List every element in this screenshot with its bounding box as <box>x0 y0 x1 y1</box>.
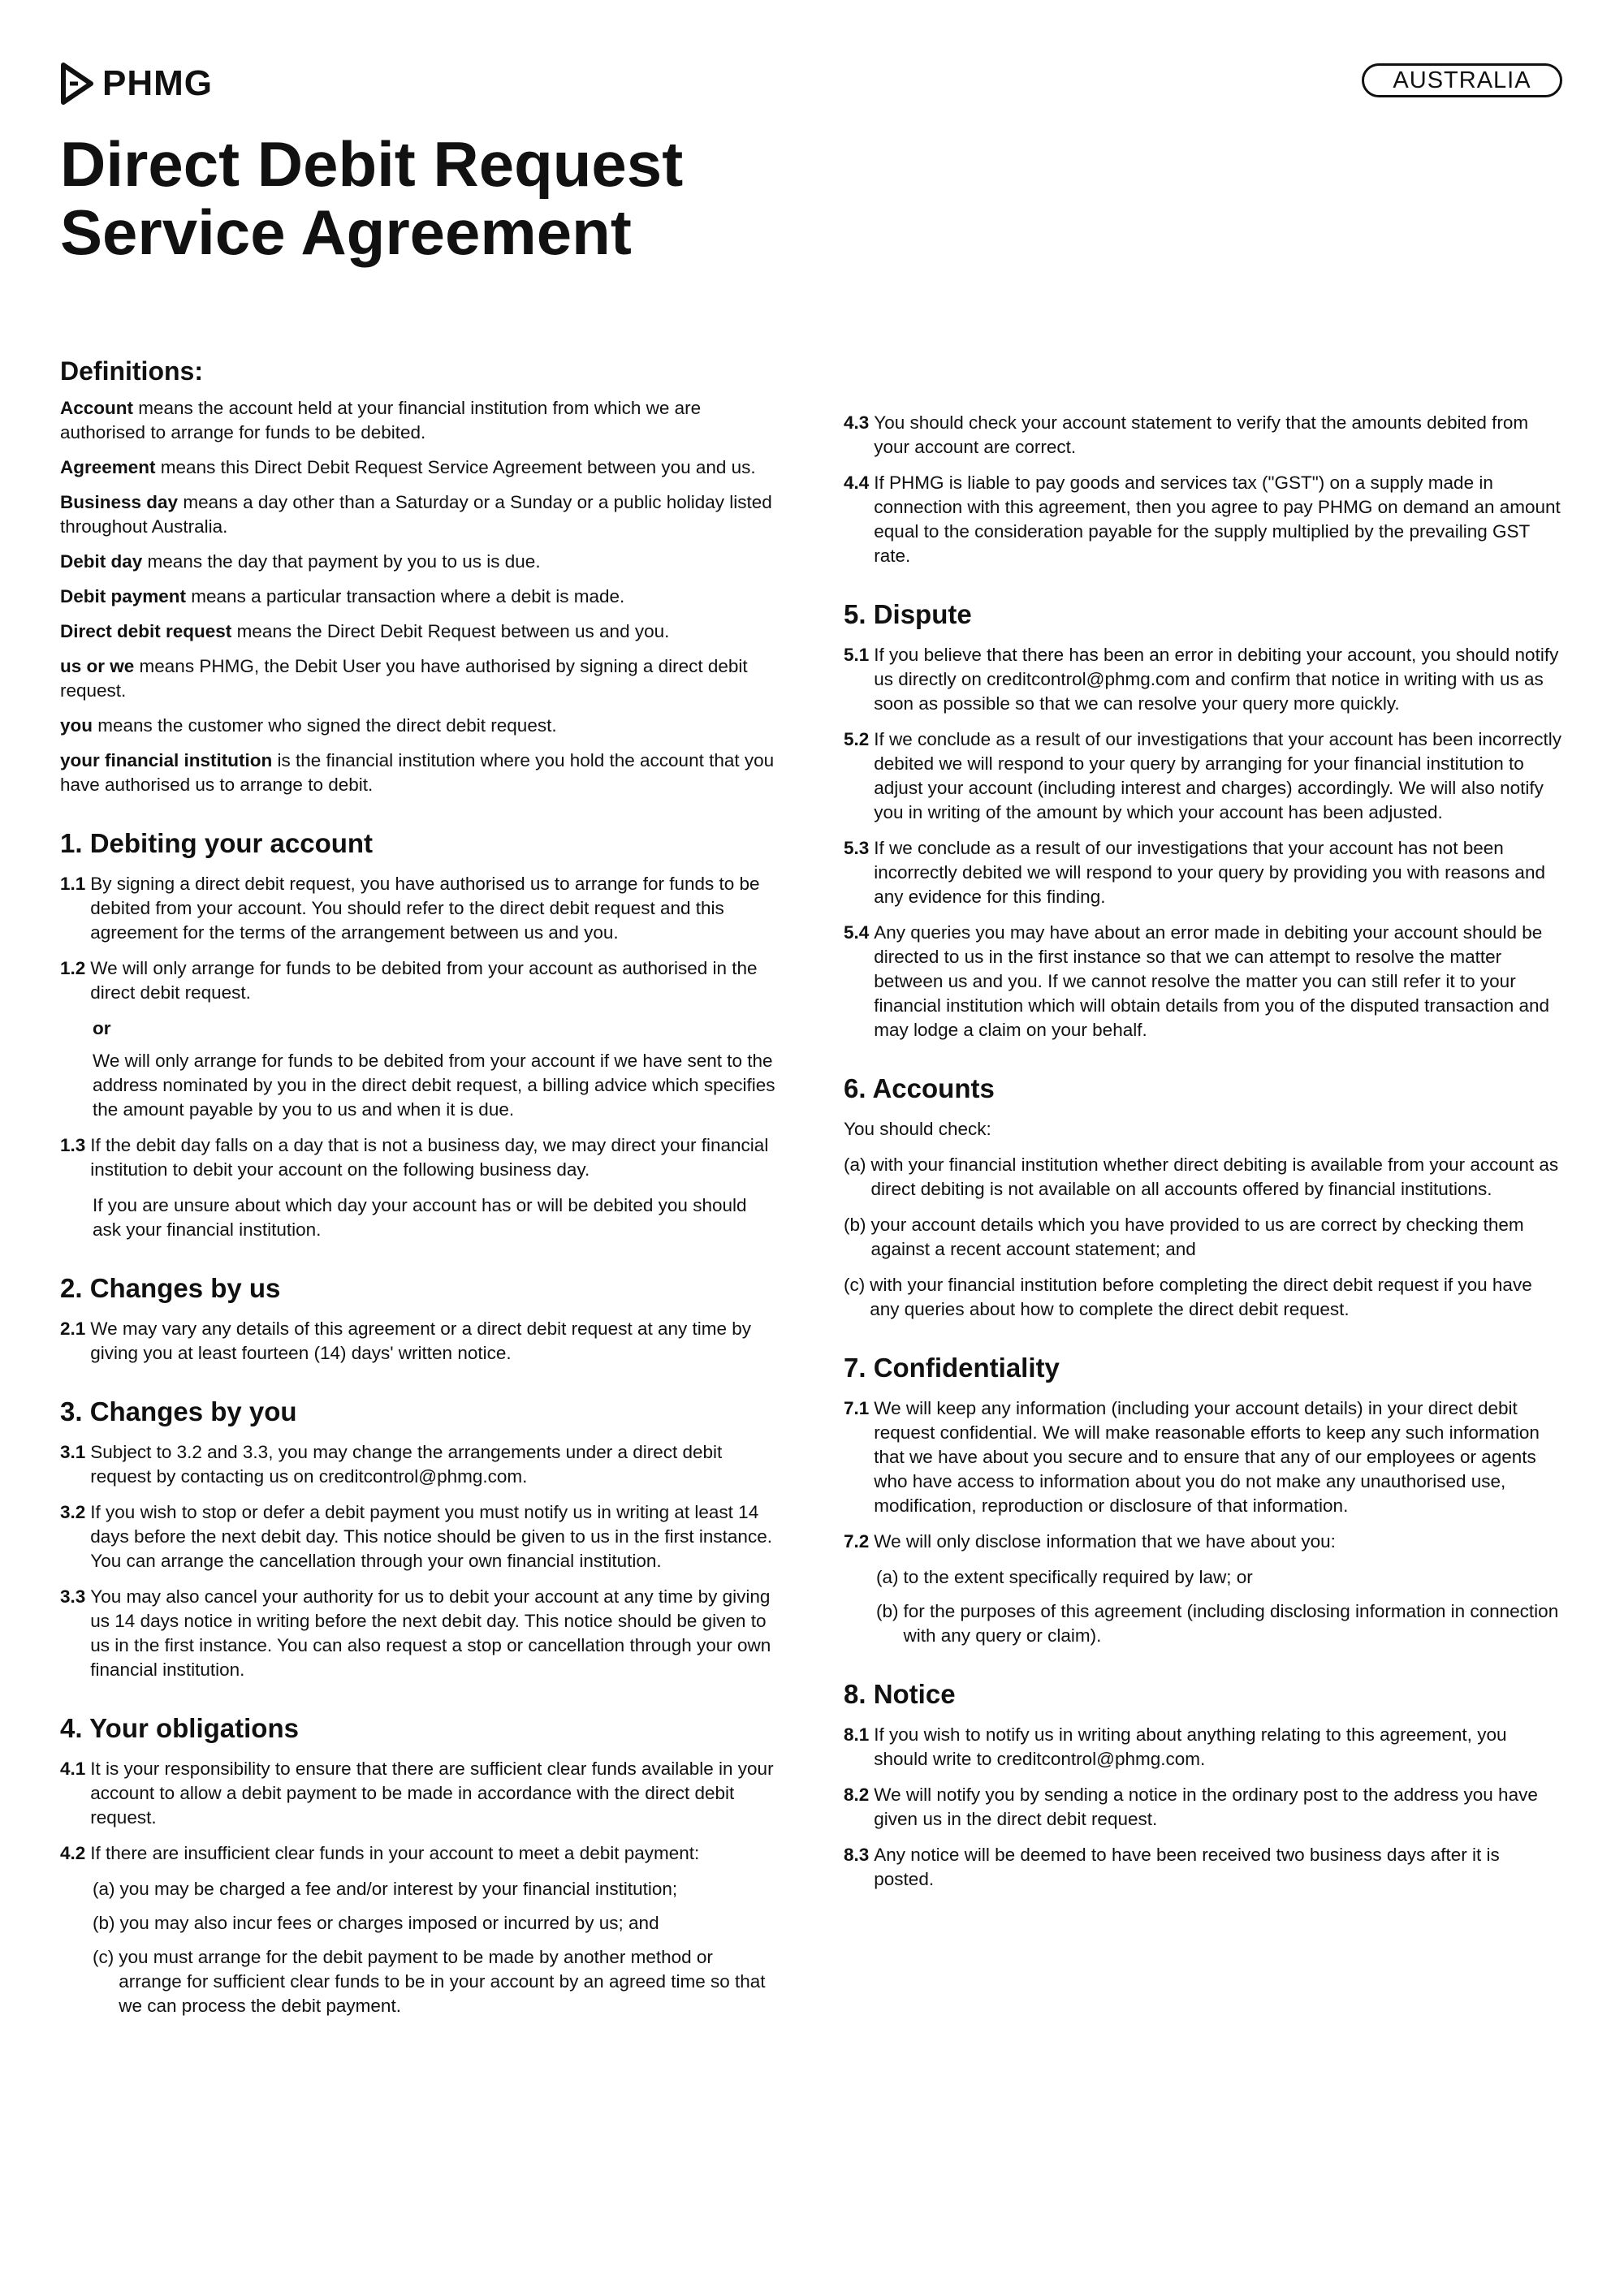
section-changes-by-us <box>60 1271 779 1366</box>
section-heading: 5. Dispute <box>844 599 972 629</box>
definition-item: us or we means PHMG, the Debit User you have authorised by signing a direct debit request. <box>60 656 748 701</box>
clause: 8.2 We will notify you by sending a notice in the ordinary post to the address you have given us in the direct debit request. <box>844 1785 1538 1829</box>
section-heading: 7. Confidentiality <box>844 1353 1060 1383</box>
left-column <box>60 356 779 2028</box>
definition-item: you means the customer who signed the direct debit request. <box>60 715 557 736</box>
clause: 5.3 If we conclude as a result of our investigations that your account has not been incorrectly debited we will respond to your query by providing you with reasons and any evidence for this finding. <box>844 838 1545 907</box>
clause: 5.4 Any queries you may have about an error made in debiting your account should be directed to us in the first instance so that we can attempt to resolve the matter between us and you. If we cannot resolve the matter you can still refer it to your financial institution which will obtain details from you of the disputed transaction and may lodge a claim on your behalf. <box>844 922 1550 1040</box>
clause: 8.1 If you wish to notify us in writing about anything relating to this agreement, you should write to creditcontrol@phmg.com. <box>844 1724 1507 1769</box>
definition-item: your financial institution is the financial institution where you hold the account that you have authorised us to arrange to debit. <box>60 750 775 795</box>
clause: 3.3 You may also cancel your authority for us to debit your account at any time by giving us 14 days notice in writing before the next debit day. This notice should be given to us in the first instance. You can also request a stop or cancellation through your own financial institution. <box>60 1586 771 1680</box>
title-line-2: Service Agreement <box>60 196 632 268</box>
definition-item: Direct debit request means the Direct Debit Request between us and you. <box>60 621 670 641</box>
clause: 7.2 We will only disclose information that we have about you: <box>844 1531 1336 1552</box>
clause: 4.1 It is your responsibility to ensure that there are sufficient clear funds available in your account to allow a debit payment to be made in accordance with the direct debit request. <box>60 1759 774 1828</box>
sub-clause: (a) with your financial institution whether direct debiting is available from your account as direct debiting is not available on all accounts offered by financial institutions. <box>844 1154 1559 1199</box>
section-dispute <box>844 598 1562 1042</box>
section-debiting <box>60 826 779 1242</box>
page-title <box>60 130 683 266</box>
clause: 2.1 We may vary any details of this agreement or a direct debit request at any time by giving you at least fourteen (14) days' written notice. <box>60 1318 752 1363</box>
sub-clause: (a) to the extent specifically required by law; or <box>876 1567 1253 1587</box>
clause-paragraph: We will only arrange for funds to be debited from your account if we have sent to the address nominated by you in the direct debit request, a billing advice which specifies the amount payable by you to us and when it is due. <box>93 1051 775 1120</box>
definition-item: Agreement means this Direct Debit Request Service Agreement between you and us. <box>60 457 756 477</box>
clause: 4.2 If there are insufficient clear funds in your account to meet a debit payment: <box>60 1843 700 1863</box>
definition-item: Debit payment means a particular transaction where a debit is made. <box>60 586 625 606</box>
clause: 8.3 Any notice will be deemed to have been received two business days after it is posted. <box>844 1845 1500 1889</box>
clause: 1.1 By signing a direct debit request, you have authorised us to arrange for funds to be debited from your account. You should refer to the direct debit request and this agreement for the terms of the arrangement between us and you. <box>60 874 760 943</box>
section-heading: 3. Changes by you <box>60 1396 297 1426</box>
clause: 3.2 If you wish to stop or defer a debit payment you must notify us in writing at least 14 days before the next debit day. This notice should be given to us in the first instance. You can arrange the cancellation through your own financial institution. <box>60 1502 772 1571</box>
section-confidentiality <box>844 1351 1562 1648</box>
section-heading: 1. Debiting your account <box>60 828 374 858</box>
clause: 7.1 We will keep any information (including your account details) in your direct debit request confidential. We will make reasonable efforts to keep any such information that we have about you secure and to ensure that any of our employees or agents who have access to information about you do not make any unauthorised use, modification, reproduction or disclosure of that information. <box>844 1398 1540 1516</box>
section-heading: 8. Notice <box>844 1679 956 1709</box>
section-obligations <box>60 1711 779 2018</box>
phmg-play-icon <box>60 62 94 106</box>
sub-clause: (b) for the purposes of this agreement (including disclosing information in connection with any query or claim). <box>876 1601 1559 1646</box>
definition-item: Account means the account held at your financial institution from which we are authorised to arrange for funds to be debited. <box>60 398 702 442</box>
definition-item: Debit day means the day that payment by you to us is due. <box>60 551 541 572</box>
title-line-1: Direct Debit Request <box>60 128 684 200</box>
clause: 5.2 If we conclude as a result of our investigations that your account has been incorrectly debited we will respond to your query by arranging for your financial institution to adjust your account (including interest and charges) accordingly. We will also notify you in writing of the amount by which your account has been adjusted. <box>844 729 1561 822</box>
sub-clause: (c) with your financial institution before completing the direct debit request if you have any queries about how to complete the direct debit request. <box>844 1275 1532 1319</box>
right-column <box>844 411 1562 1903</box>
sub-clause: (b) your account details which you have provided to us are correct by checking them against a recent account statement; and <box>844 1215 1524 1259</box>
definitions-heading: Definitions: <box>60 356 203 386</box>
clause: 4.4 If PHMG is liable to pay goods and services tax ("GST") on a supply made in connection with this agreement, then you agree to pay PHMG on demand an amount equal to the consideration payable for the supply multiplied by the prevailing GST rate. <box>844 473 1561 566</box>
sub-clause: (c) you must arrange for the debit payment to be made by another method or arrange for sufficient clear funds to be in your account by an agreed time so that we can process the debit payment. <box>93 1947 766 2016</box>
clause: 5.1 If you believe that there has been an error in debiting your account, you should notify us directly on creditcontrol@phmg.com and confirm that notice in writing with us as soon as possible so that we can resolve your query more quickly. <box>844 645 1559 714</box>
clause: 3.1 Subject to 3.2 and 3.3, you may change the arrangements under a direct debit request by contacting us on creditcontrol@phmg.com. <box>60 1442 723 1487</box>
clause: 4.3 You should check your account statement to verify that the amounts debited from your account are correct. <box>844 412 1529 457</box>
sub-clause: (b) you may also incur fees or charges imposed or incurred by us; and <box>93 1913 659 1933</box>
clause-paragraph: If you are unsure about which day your account has or will be debited you should ask your financial institution. <box>93 1195 747 1240</box>
clause: 1.2 We will only arrange for funds to be debited from your account as authorised in the direct debit request. <box>60 958 758 1003</box>
clause: 1.3 If the debit day falls on a day that is not a business day, we may direct your financial institution to debit your account on the following business day. <box>60 1135 769 1180</box>
clause-or: or <box>93 1018 111 1038</box>
section-heading: 4. Your obligations <box>60 1713 299 1743</box>
definition-item: Business day means a day other than a Saturday or a Sunday or a public holiday listed throughout Australia. <box>60 492 772 537</box>
sub-clause: (a) you may be charged a fee and/or interest by your financial institution; <box>93 1879 678 1899</box>
section-notice <box>844 1677 1562 1892</box>
brand-logo <box>60 62 213 106</box>
section-intro: You should check: <box>844 1119 991 1139</box>
section-heading: 6. Accounts <box>844 1073 995 1103</box>
section-accounts <box>844 1072 1562 1322</box>
section-changes-by-you <box>60 1395 779 1682</box>
brand-name: PHMG <box>102 63 213 103</box>
region-badge: AUSTRALIA <box>1362 63 1562 97</box>
section-heading: 2. Changes by us <box>60 1273 281 1303</box>
